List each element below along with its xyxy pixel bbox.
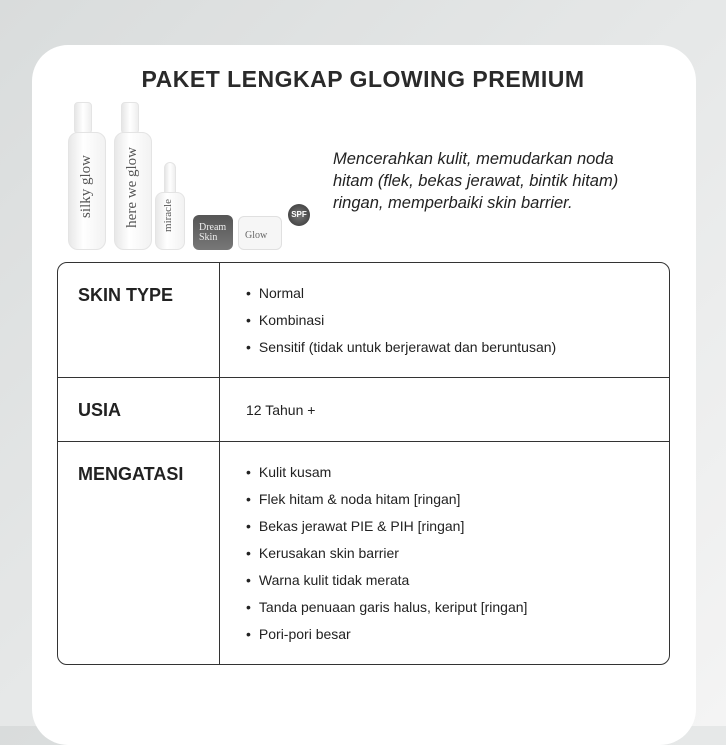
row-header: SKIN TYPE (58, 263, 220, 378)
product-image: silky glow here we glow miracle Dream Skin Glow SPF 30 (66, 100, 306, 250)
table-row-skin-type (58, 263, 669, 378)
page-title: PAKET LENGKAP GLOWING PREMIUM (141, 66, 585, 92)
list-item: • Kulit kusam (246, 462, 669, 489)
row-value: 12 Tahun + (220, 378, 669, 442)
list-item: • Tanda penuaan garis halus, keriput [ringan] (246, 597, 669, 624)
row-header: USIA (58, 378, 220, 442)
list-item: • Warna kulit tidak merata (246, 570, 669, 597)
list-item: • Bekas jerawat PIE & PIH [ringan] (246, 516, 669, 543)
list-item: • Kerusakan skin barrier (246, 543, 669, 570)
row-header: MENGATASI (58, 442, 220, 664)
list-item: • Normal (246, 283, 669, 310)
product-description: Mencerahkan kulit, memudarkan noda hitam (flek, bekas jerawat, bintik hitam) ringan, memperbaiki skin barrier. (333, 150, 619, 212)
table-row-mengatasi (58, 442, 669, 664)
list-item: • Sensitif (tidak untuk berjerawat dan beruntusan) (246, 337, 669, 364)
list-item: • Flek hitam & noda hitam [ringan] (246, 489, 669, 516)
product-info-table (57, 262, 670, 665)
list-item: • Kombinasi (246, 310, 669, 337)
list-item: • Pori-pori besar (246, 624, 669, 651)
table-row-usia (58, 378, 669, 442)
